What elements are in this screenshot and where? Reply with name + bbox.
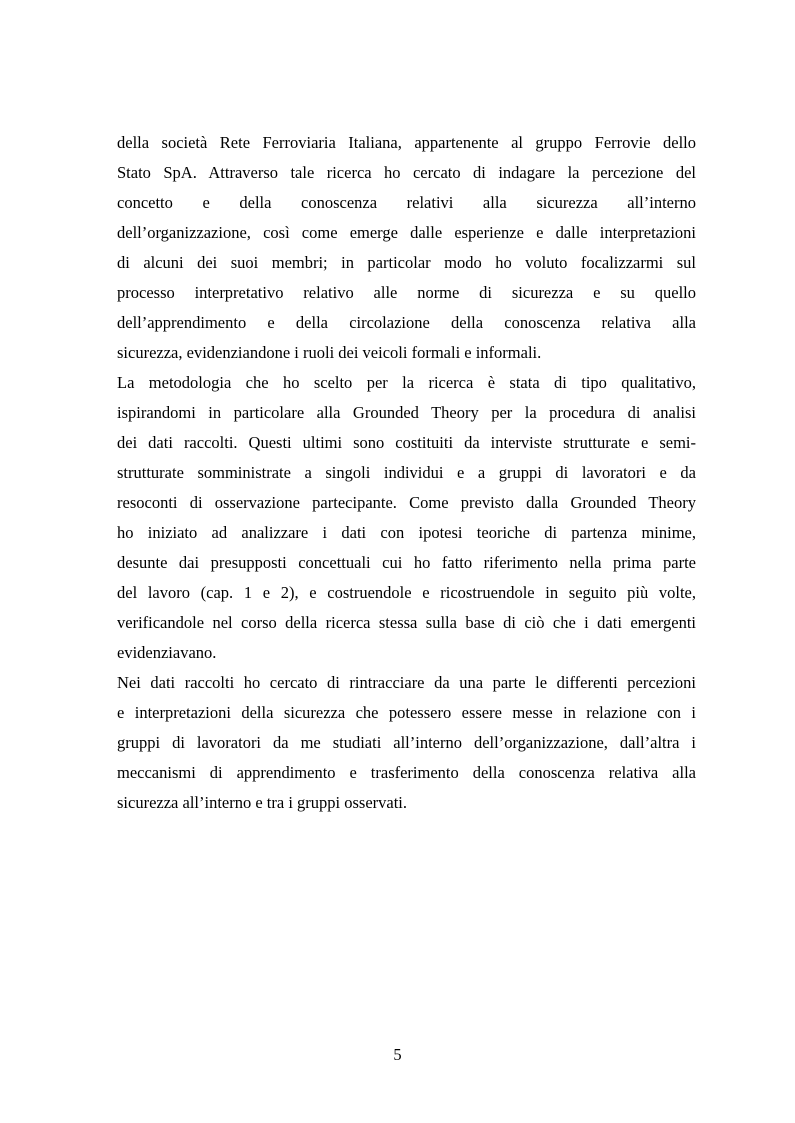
body-text — [117, 128, 696, 818]
text-line: Stato SpA. Attraverso tale ricerca ho cercato di indagare la percezione del — [117, 163, 696, 182]
text-line: ho iniziato ad analizzare i dati con ipotesi teoriche di partenza minime, — [117, 523, 696, 542]
text-line: desunte dai presupposti concettuali cui ho fatto riferimento nella prima parte — [117, 553, 696, 572]
text-line: La metodologia che ho scelto per la ricerca è stata di tipo qualitativo, — [117, 373, 696, 392]
text-line: della società Rete Ferroviaria Italiana, appartenente al gruppo Ferrovie dello — [117, 133, 696, 152]
text-line: resoconti di osservazione partecipante. Come previsto dalla Grounded Theory — [117, 493, 696, 512]
text-line: meccanismi di apprendimento e trasferimento della conoscenza relativa alla — [117, 763, 696, 782]
text-line: ispirandomi in particolare alla Grounded Theory per la procedura di analisi — [117, 403, 696, 422]
text-line: dei dati raccolti. Questi ultimi sono costituiti da interviste strutturate e semi- — [117, 433, 696, 452]
text-line: processo interpretativo relativo alle norme di sicurezza e su quello — [117, 283, 696, 302]
text-line: verificandole nel corso della ricerca stessa sulla base di ciò che i dati emergenti — [117, 613, 696, 632]
text-line: Nei dati raccolti ho cercato di rintracciare da una parte le differenti percezioni — [117, 673, 696, 692]
text-line: sicurezza, evidenziandone i ruoli dei veicoli formali e informali. — [117, 343, 542, 362]
text-line: di alcuni dei suoi membri; in particolar modo ho voluto focalizzarmi sul — [117, 253, 696, 272]
text-line: sicurezza all’interno e tra i gruppi osservati. — [117, 793, 408, 812]
text-line: del lavoro (cap. 1 e 2), e costruendole e ricostruendole in seguito più volte, — [117, 583, 696, 602]
text-line: strutturate somministrate a singoli individui e a gruppi di lavoratori e da — [117, 463, 696, 482]
text-line: e interpretazioni della sicurezza che potessero essere messe in relazione con i — [117, 703, 696, 722]
text-line: concetto e della conoscenza relativi alla sicurezza all’interno — [117, 193, 696, 212]
page-number: 5 — [393, 1045, 402, 1064]
text-line: dell’organizzazione, così come emerge dalle esperienze e dalle interpretazioni — [117, 223, 696, 242]
text-line: dell’apprendimento e della circolazione della conoscenza relativa alla — [117, 313, 696, 332]
text-line: gruppi di lavoratori da me studiati all’interno dell’organizzazione, dall’altra i — [117, 733, 696, 752]
text-line: evidenziavano. — [117, 643, 217, 662]
